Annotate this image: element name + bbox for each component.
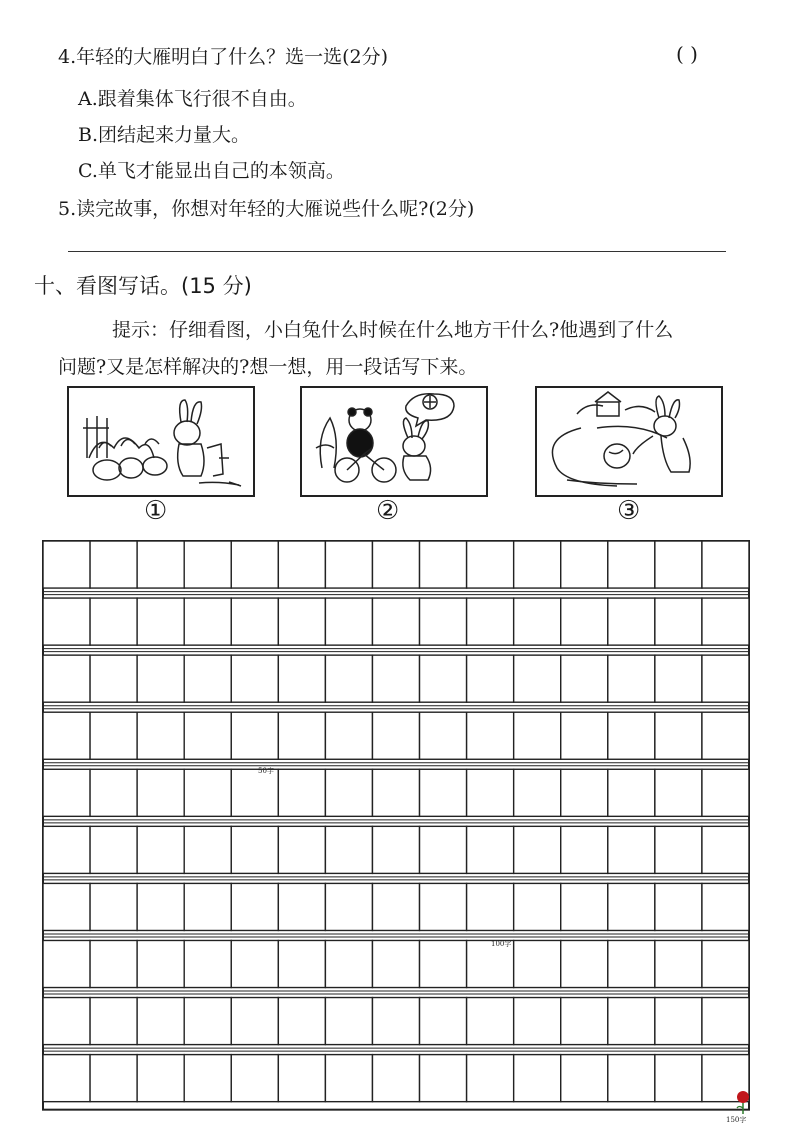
grid-cell[interactable] — [467, 826, 514, 873]
grid-cell[interactable] — [702, 826, 749, 873]
grid-cell[interactable] — [184, 1055, 231, 1102]
grid-cell[interactable] — [43, 826, 90, 873]
grid-cell[interactable] — [137, 541, 184, 588]
grid-cell[interactable] — [467, 883, 514, 930]
grid-cell[interactable] — [43, 769, 90, 816]
grid-cell[interactable] — [137, 769, 184, 816]
grid-cell[interactable] — [514, 940, 561, 987]
grid-cell[interactable] — [420, 541, 467, 588]
grid-cell[interactable] — [608, 1055, 655, 1102]
grid-cell[interactable] — [561, 769, 608, 816]
grid-cell[interactable] — [43, 712, 90, 759]
hint-line-2: 问题?又是怎样解决的?想一想，用一段话写下来。 — [58, 356, 478, 378]
grid-cell[interactable] — [467, 769, 514, 816]
grid-cell[interactable] — [90, 712, 137, 759]
grid-cell[interactable] — [184, 541, 231, 588]
grid-cell[interactable] — [372, 712, 419, 759]
option-c: C.单飞才能显出自己的本领高。 — [78, 160, 345, 182]
grid-cell[interactable] — [90, 940, 137, 987]
grid-cell[interactable] — [655, 826, 702, 873]
grid-cell[interactable] — [514, 883, 561, 930]
grid-cell[interactable] — [702, 541, 749, 588]
grid-cell[interactable] — [90, 541, 137, 588]
grid-cell[interactable] — [702, 712, 749, 759]
marker-50: 50字 — [258, 767, 274, 775]
grid-cell[interactable] — [608, 998, 655, 1045]
grid-cell[interactable] — [372, 598, 419, 645]
grid-cell[interactable] — [137, 712, 184, 759]
grid-cell[interactable] — [90, 598, 137, 645]
section-10-title: 十、看图写话。(15 分) — [34, 274, 252, 298]
grid-cell[interactable] — [325, 541, 372, 588]
grid-cell[interactable] — [561, 826, 608, 873]
grid-cell[interactable] — [655, 598, 702, 645]
grid-cell[interactable] — [325, 940, 372, 987]
grid-cell[interactable] — [278, 769, 325, 816]
grid-cell[interactable] — [420, 769, 467, 816]
panda-bicycle-icon — [302, 388, 486, 495]
picture-3 — [535, 386, 723, 497]
grid-cell[interactable] — [325, 769, 372, 816]
question-5-prompt: 5.读完故事，你想对年轻的大雁说些什么呢?(2分) — [58, 198, 475, 220]
grid-cell[interactable] — [278, 1055, 325, 1102]
grid-cell[interactable] — [43, 655, 90, 702]
grid-cell[interactable] — [184, 998, 231, 1045]
grid-cell[interactable] — [43, 883, 90, 930]
grid-cell[interactable] — [325, 1055, 372, 1102]
grid-cell[interactable] — [372, 940, 419, 987]
picture-1 — [67, 386, 255, 497]
grid-cell[interactable] — [561, 712, 608, 759]
marker-100: 100字 — [491, 940, 512, 948]
grid-cell[interactable] — [467, 998, 514, 1045]
grid-cell[interactable] — [655, 712, 702, 759]
grid-cell[interactable] — [372, 655, 419, 702]
grid-cell[interactable] — [278, 655, 325, 702]
answer-line[interactable] — [68, 251, 726, 252]
grid-cell[interactable] — [561, 998, 608, 1045]
grid-cell[interactable] — [231, 998, 278, 1045]
grid-cell[interactable] — [702, 598, 749, 645]
grid-cell[interactable] — [278, 883, 325, 930]
picture-3-number: ③ — [617, 496, 641, 526]
grid-cell[interactable] — [325, 598, 372, 645]
marker-150: 150字 — [726, 1116, 747, 1124]
grid-cell[interactable] — [561, 940, 608, 987]
grid-cell[interactable] — [184, 826, 231, 873]
grid-cell[interactable] — [137, 940, 184, 987]
grid-cell[interactable] — [325, 883, 372, 930]
grid-cell[interactable] — [137, 998, 184, 1045]
grid-cell[interactable] — [231, 826, 278, 873]
grid-cell[interactable] — [372, 541, 419, 588]
grid-cell[interactable] — [467, 1055, 514, 1102]
rabbit-pushing-stone-icon — [537, 388, 721, 495]
grid-cell[interactable] — [372, 998, 419, 1045]
grid-cell[interactable] — [655, 769, 702, 816]
grid-cell[interactable] — [608, 541, 655, 588]
grid-cell[interactable] — [184, 712, 231, 759]
grid-cell[interactable] — [608, 769, 655, 816]
grid-cell[interactable] — [231, 883, 278, 930]
rabbit-garden-icon — [69, 388, 253, 495]
grid-cell[interactable] — [420, 712, 467, 759]
grid-cell[interactable] — [278, 541, 325, 588]
grid-cell[interactable] — [561, 598, 608, 645]
grid-cell[interactable] — [43, 1055, 90, 1102]
grid-cell[interactable] — [420, 826, 467, 873]
grid-cell[interactable] — [43, 598, 90, 645]
grid-cell[interactable] — [231, 769, 278, 816]
grid-cell[interactable] — [467, 712, 514, 759]
grid-cell[interactable] — [372, 769, 419, 816]
grid-cell[interactable] — [90, 655, 137, 702]
grid-cell[interactable] — [278, 598, 325, 645]
grid-cell[interactable] — [702, 998, 749, 1045]
grid-cell[interactable] — [608, 940, 655, 987]
grid-cell[interactable] — [514, 1055, 561, 1102]
grid-cell[interactable] — [467, 541, 514, 588]
grid-cell[interactable] — [231, 712, 278, 759]
grid-cell[interactable] — [278, 998, 325, 1045]
grid-cell[interactable] — [702, 883, 749, 930]
grid-cell[interactable] — [90, 769, 137, 816]
grid-cell[interactable] — [467, 598, 514, 645]
grid-cell[interactable] — [420, 940, 467, 987]
grid-cell[interactable] — [561, 655, 608, 702]
grid-cell[interactable] — [372, 1055, 419, 1102]
grid-cell[interactable] — [137, 1055, 184, 1102]
grid-cell[interactable] — [231, 598, 278, 645]
grid-cell[interactable] — [420, 1055, 467, 1102]
grid-cell[interactable] — [514, 826, 561, 873]
grid-cell[interactable] — [325, 655, 372, 702]
grid-cell[interactable] — [184, 883, 231, 930]
option-b: B.团结起来力量大。 — [78, 124, 251, 146]
grid-cell[interactable] — [608, 826, 655, 873]
grid-cell[interactable] — [514, 541, 561, 588]
grid-cell[interactable] — [184, 598, 231, 645]
grid-cell[interactable] — [184, 940, 231, 987]
grid-cell[interactable] — [278, 826, 325, 873]
picture-2-number: ② — [376, 496, 400, 526]
grid-cell[interactable] — [702, 940, 749, 987]
grid-cell[interactable] — [420, 655, 467, 702]
grid-cell[interactable] — [608, 655, 655, 702]
grid-cell[interactable] — [467, 655, 514, 702]
grid-cell[interactable] — [420, 598, 467, 645]
writing-grid[interactable] — [42, 540, 750, 1126]
grid-cell[interactable] — [608, 883, 655, 930]
grid-cell[interactable] — [90, 826, 137, 873]
grid-cell[interactable] — [702, 655, 749, 702]
grid-cell[interactable] — [137, 655, 184, 702]
rose-icon — [736, 1090, 750, 1114]
grid-cell[interactable] — [655, 1055, 702, 1102]
grid-cell[interactable] — [325, 826, 372, 873]
grid-cell[interactable] — [231, 541, 278, 588]
grid-cell[interactable] — [655, 541, 702, 588]
grid-cell[interactable] — [43, 998, 90, 1045]
grid-cell[interactable] — [561, 1055, 608, 1102]
question-4-prompt: 4.年轻的大雁明白了什么？选一选(2分) — [58, 46, 389, 68]
grid-cell[interactable] — [90, 883, 137, 930]
option-a: A.跟着集体飞行很不自由。 — [78, 88, 307, 110]
grid-cell[interactable] — [43, 541, 90, 588]
grid-cell[interactable] — [372, 883, 419, 930]
grid-cell[interactable] — [655, 998, 702, 1045]
grid-cell[interactable] — [514, 712, 561, 759]
grid-cell[interactable] — [655, 655, 702, 702]
grid-cell[interactable] — [608, 598, 655, 645]
grid-cell[interactable] — [231, 655, 278, 702]
grid-cell[interactable] — [608, 712, 655, 759]
picture-2 — [300, 386, 488, 497]
grid-cell[interactable] — [43, 940, 90, 987]
grid-cell[interactable] — [372, 826, 419, 873]
grid-cell[interactable] — [90, 1055, 137, 1102]
grid-cell[interactable] — [90, 998, 137, 1045]
grid-cell[interactable] — [514, 655, 561, 702]
answer-parentheses[interactable]: ( ) — [676, 42, 698, 66]
grid-cell[interactable] — [702, 769, 749, 816]
grid-cell[interactable] — [655, 883, 702, 930]
grid-cell[interactable] — [420, 998, 467, 1045]
grid-cell[interactable] — [655, 940, 702, 987]
hint-line-1: 提示：仔细看图，小白兔什么时候在什么地方干什么?他遇到了什么 — [112, 319, 674, 341]
grid-cell[interactable] — [137, 826, 184, 873]
grid-cell[interactable] — [420, 883, 467, 930]
grid-cell[interactable] — [514, 769, 561, 816]
grid-cell[interactable] — [137, 883, 184, 930]
grid-cell[interactable] — [184, 769, 231, 816]
grid-cell[interactable] — [514, 998, 561, 1045]
grid-cell[interactable] — [561, 883, 608, 930]
picture-1-number: ① — [144, 496, 168, 526]
grid-cell[interactable] — [561, 541, 608, 588]
grid-cell[interactable] — [137, 598, 184, 645]
grid-cell[interactable] — [278, 940, 325, 987]
grid-cell[interactable] — [325, 712, 372, 759]
grid-cell[interactable] — [231, 940, 278, 987]
grid-cell[interactable] — [184, 655, 231, 702]
grid-cell[interactable] — [514, 598, 561, 645]
grid-cell[interactable] — [325, 998, 372, 1045]
grid-cell[interactable] — [231, 1055, 278, 1102]
grid-cell[interactable] — [278, 712, 325, 759]
